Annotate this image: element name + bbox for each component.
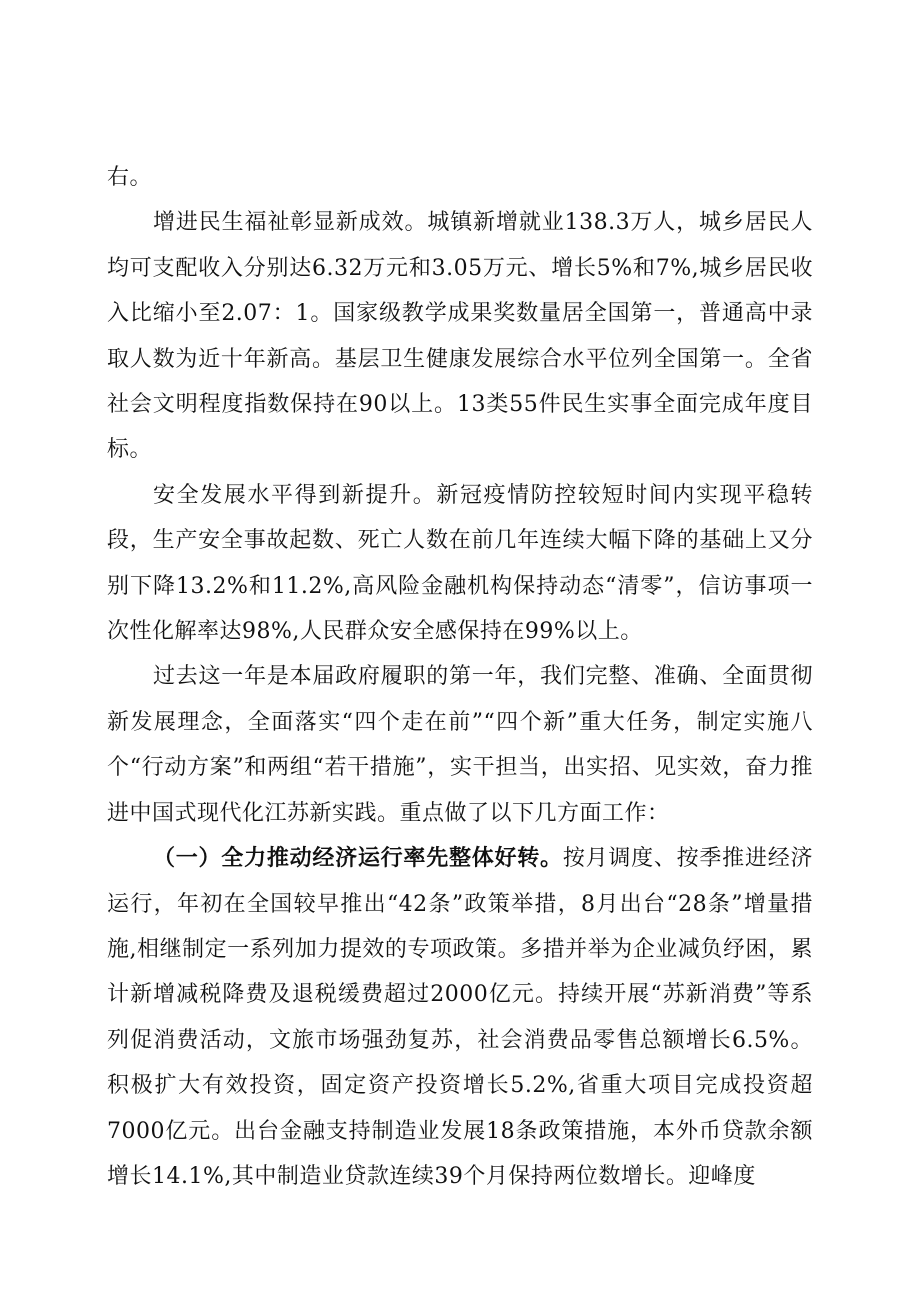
paragraph-livelihood	[107, 200, 813, 472]
paragraph-text: 增进民生福祉彰显新成效。城镇新增就业138.3万人，城乡居民人均可支配收入分别达6.32万元和3.05万元、增长5%和7%,城乡居民收入比缩小至2.07：1。国家级教学成果奖数量居全国第一，普通高中录取人数为近十年新高。基层卫生健康发展综合水平位列全国第一。全省社会文明程度指数保持在90以上。13类55件民生实事全面完成年度目标。	[107, 210, 813, 463]
paragraph-overview	[107, 654, 813, 836]
paragraph-text: 按月调度、按季推进经济运行，年初在全国较早推出“42条”政策举措，8月出台“28条”增量措施,相继制定一系列加力提效的专项政策。多措并举为企业减负纾困，累计新增减税降费及退税缓费超过2000亿元。持续开展“苏新消费”等系列促消费活动，文旅市场强劲复苏，社会消费品零售总额增长6.5%。积极扩大有效投资，固定资产投资增长5.2%,省重大项目完成投资超7000亿元。出台金融支持制造业发展18条政策措施，本外币贷款余额增长14.1%,其中制造业贷款连续39个月保持两位数增长。迎峰度	[107, 846, 813, 1189]
paragraph-text: 过去这一年是本届政府履职的第一年，我们完整、准确、全面贯彻新发展理念，全面落实“四个走在前”“四个新”重大任务，制定实施八个“行动方案”和两组“若干措施”，实干担当，出实招、见实效，奋力推进中国式现代化江苏新实践。重点做了以下几方面工作：	[107, 664, 813, 826]
paragraph-continuation	[107, 155, 813, 200]
paragraph-text: 安全发展水平得到新提升。新冠疫情防控较短时间内实现平稳转段，生产安全事故起数、死亡人数在前几年连续大幅下降的基础上又分别下降13.2%和11.2%,高风险金融机构保持动态“清零”，信访事项一次性化解率达98%,人民群众安全感保持在99%以上。	[107, 482, 813, 645]
paragraph-economy	[107, 836, 813, 1199]
document-body	[107, 155, 813, 1199]
paragraph-text: 右。	[107, 165, 153, 190]
section-heading: （一）全力推动经济运行率先整体好转。	[153, 845, 563, 872]
paragraph-safety	[107, 473, 813, 655]
